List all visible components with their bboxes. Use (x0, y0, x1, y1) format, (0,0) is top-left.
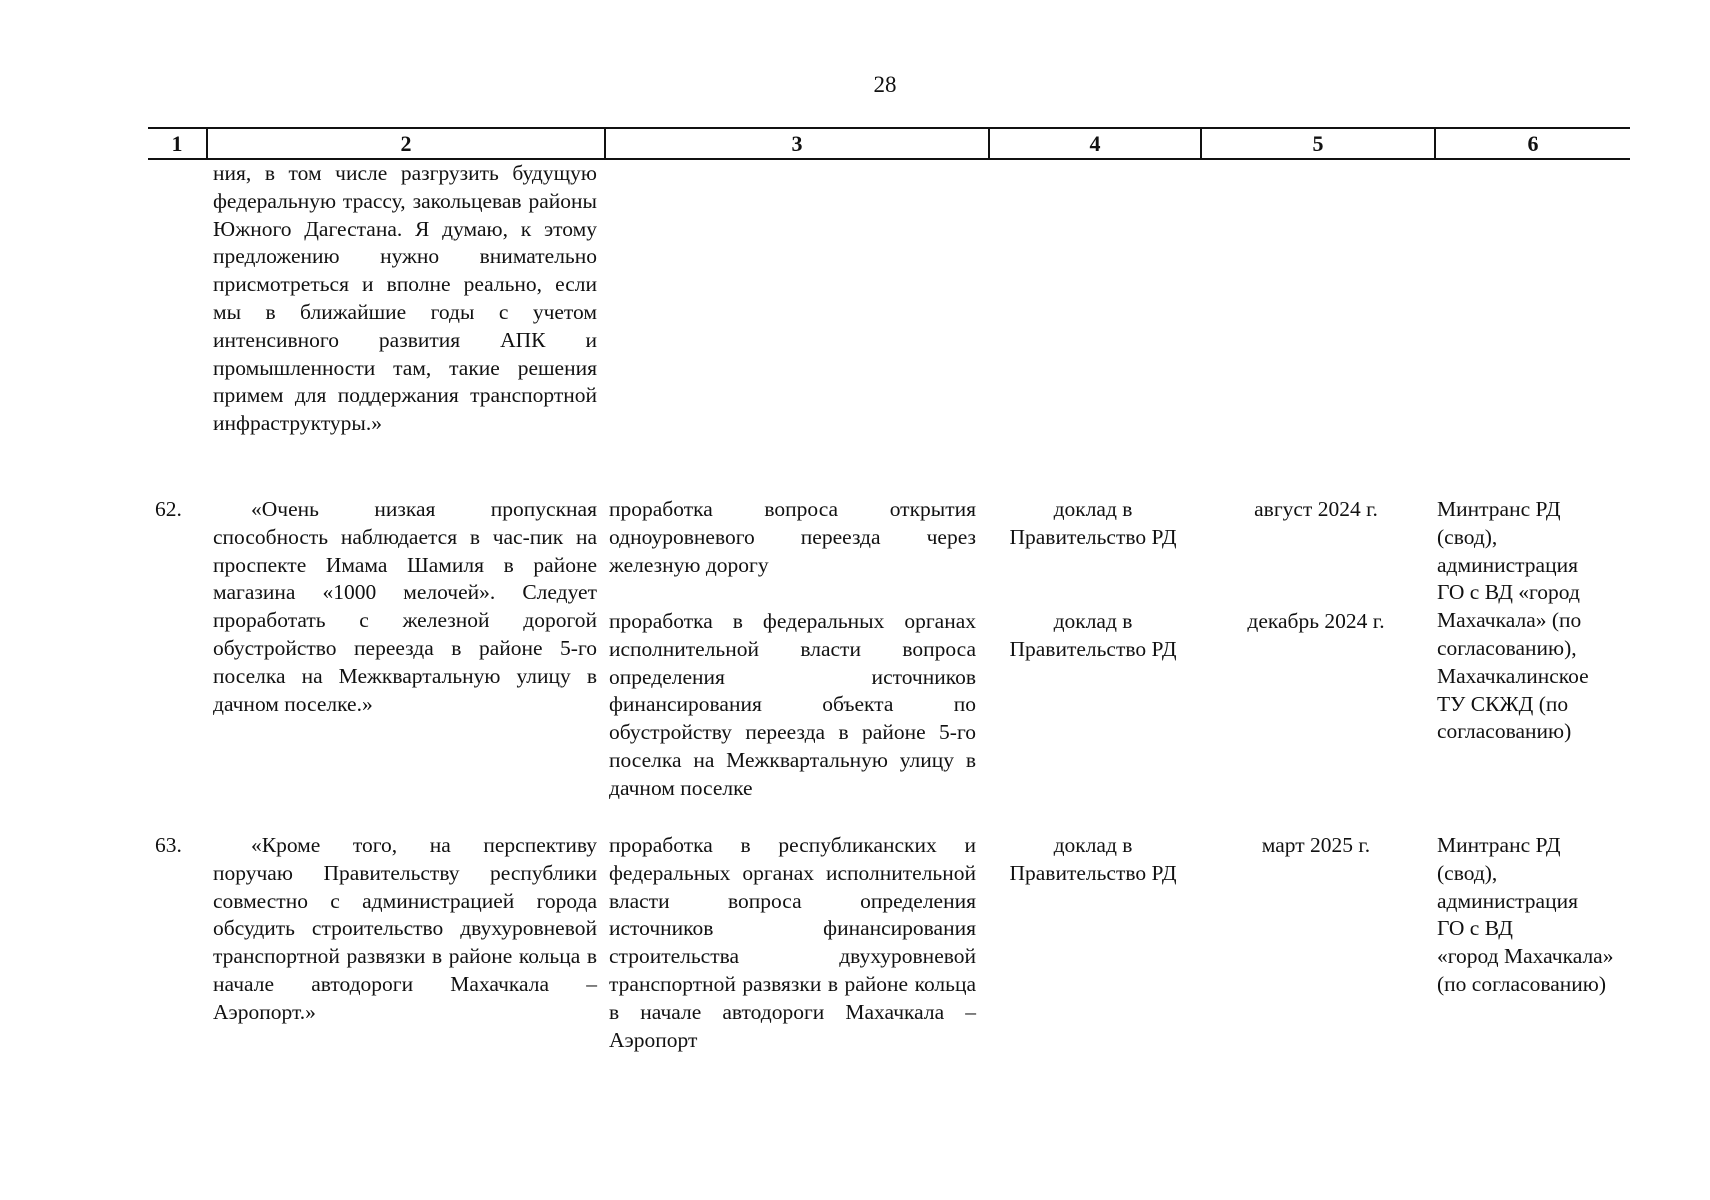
row-62-measure-2-deadline: декабрь 2024 г. (1247, 609, 1385, 633)
row-63-measure-1-action: проработка в республиканских и федеральных органах исполнительной власти вопроса определения источников финансирования строительства двухуровневой транспортной развязки в районе кольца в начале автодороги Махачкала – Аэропорт (609, 833, 976, 1052)
header-col-3: 3 (604, 129, 988, 158)
row-62-measure-1-action: проработка вопроса открытия одноуровневого переезда через железную дорогу (609, 497, 976, 577)
header-col-1: 1 (171, 131, 183, 156)
row-62-measure-1-form: доклад в Правительство РД (1009, 497, 1177, 549)
row-63-responsible: Минтранс РД (свод), администрация ГО с ВД «город Махачкала» (по согласованию) (1437, 833, 1614, 996)
row-62-measure-2-action: проработка в федеральных органах исполнительной власти вопроса определения источников финансирования объекта по обустройству переезда в районе 5-го поселка на Межквартальную улицу в дачном поселке (609, 609, 976, 800)
header-col-4: 4 (988, 129, 1200, 158)
row-62-measure-1-deadline: август 2024 г. (1254, 497, 1378, 521)
header-col-5: 5 (1200, 129, 1434, 158)
row-63-instruction: «Кроме того, на перспективу поручаю Правительству республики совместно с администрацией города обсудить строительство двухуровневой транспортной развязки в районе кольца в начале автодороги Махачкала – Аэропорт.» (213, 833, 597, 1024)
row-63-number: 63. (155, 833, 182, 857)
row-62-number: 62. (155, 497, 182, 521)
row-63-measure-1-form: доклад в Правительство РД (1009, 833, 1177, 885)
page-number: 28 (873, 72, 897, 97)
row-62-instruction: «Очень низкая пропускная способность наблюдается в час-пик на проспекте Имама Шамиля в районе магазина «1000 мелочей». Следует проработать с железной дорогой обустройство переезда в районе 5-го поселка на Межквартальную улицу в дачном поселке.» (213, 497, 597, 716)
continuation-text: ния, в том числе разгрузить будущую федеральную трассу, закольцевав районы Южного Дагестана. Я думаю, к этому предложению нужно внимательно присмотреться и вполне реально, если мы в ближайшие годы с учетом интенсивного развития АПК и промышленности там, такие решения примем для поддержания транспортной инфраструктуры.» (213, 161, 597, 436)
header-col-6: 6 (1434, 129, 1630, 158)
row-62-measure-2-form: доклад в Правительство РД (1009, 609, 1177, 661)
row-62-responsible: Минтранс РД (свод), администрация ГО с ВД «город Махачкала» (по согласованию), Махачкалинское ТУ СКЖД (по согласованию) (1437, 497, 1589, 744)
row-63-measure-1-deadline: март 2025 г. (1261, 833, 1371, 857)
header-col-2: 2 (206, 129, 604, 158)
table-header (148, 127, 1630, 160)
